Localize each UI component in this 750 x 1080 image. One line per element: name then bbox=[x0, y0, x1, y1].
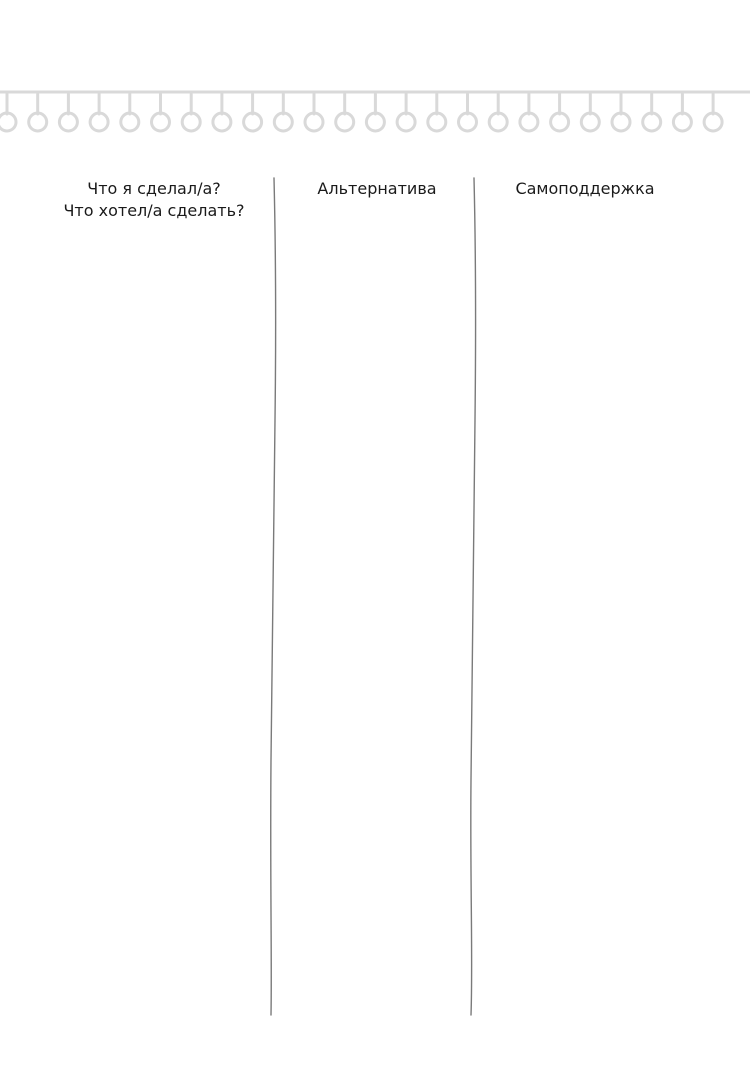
spiral-ring-icon bbox=[551, 94, 569, 131]
spiral-ring-icon bbox=[0, 94, 16, 131]
heading-line: Самоподдержка bbox=[515, 179, 655, 198]
spiral-ring-icon bbox=[274, 94, 292, 131]
spiral-ring-icon bbox=[704, 94, 722, 131]
spiral-ring-icon bbox=[366, 94, 384, 131]
spiral-ring-icon bbox=[152, 94, 170, 131]
column-divider-left bbox=[271, 178, 276, 1015]
heading-line: Что хотел/а сделать? bbox=[63, 201, 245, 220]
spiral-ring-icon bbox=[643, 94, 661, 131]
writing-area-self-support[interactable] bbox=[480, 240, 710, 1010]
spiral-ring-icon bbox=[29, 94, 47, 131]
spiral-ring-icon bbox=[182, 94, 200, 131]
spiral-ring-icon bbox=[305, 94, 323, 131]
heading-line: Что я сделал/а? bbox=[87, 179, 221, 198]
spiral-ring-icon bbox=[90, 94, 108, 131]
spiral-binding bbox=[0, 78, 750, 148]
writing-area-alternative[interactable] bbox=[280, 240, 466, 1010]
spiral-ring-icon bbox=[459, 94, 477, 131]
column-divider-right bbox=[471, 178, 476, 1015]
spiral-ring-icon bbox=[612, 94, 630, 131]
spiral-ring-icon bbox=[428, 94, 446, 131]
spiral-ring-icon bbox=[397, 94, 415, 131]
spiral-ring-icon bbox=[121, 94, 139, 131]
spiral-ring-icon bbox=[244, 94, 262, 131]
column-heading-self-support bbox=[480, 178, 690, 200]
spiral-ring-icon bbox=[489, 94, 507, 131]
writing-area-what-i-did[interactable] bbox=[40, 240, 268, 1010]
spiral-ring-icon bbox=[520, 94, 538, 131]
spiral-ring-icon bbox=[581, 94, 599, 131]
spiral-ring-icon bbox=[213, 94, 231, 131]
spiral-ring-icon bbox=[59, 94, 77, 131]
spiral-ring-icon bbox=[336, 94, 354, 131]
heading-line: Альтернатива bbox=[317, 179, 437, 198]
column-heading-alternative bbox=[280, 178, 474, 200]
column-heading-what-i-did bbox=[40, 178, 268, 222]
spiral-ring-icon bbox=[673, 94, 691, 131]
